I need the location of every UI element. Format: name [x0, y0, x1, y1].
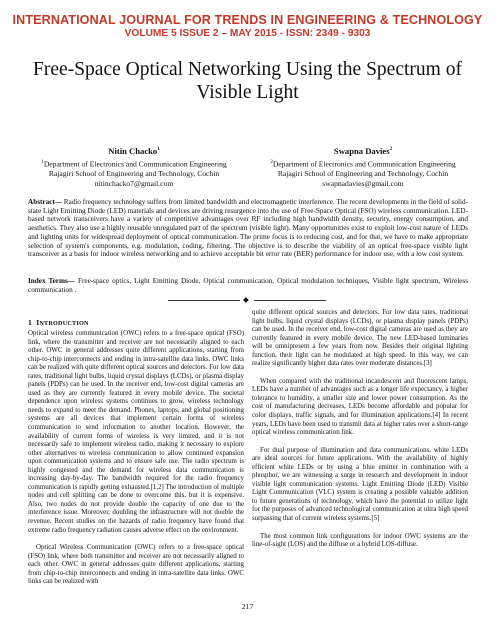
section-title-rest: NTRODUCTION — [39, 320, 89, 327]
author-block-2 — [250, 145, 476, 188]
author-name: Swapna Davies$^2$ — [333, 145, 393, 156]
right-column — [252, 309, 468, 550]
paragraph: The most common link configurations for indoor OWC systems are the line-of-sight (LOS) and the diffuse or a hybrid LOS-diffuse. — [252, 532, 468, 549]
page-number: 217 — [241, 602, 254, 611]
abstract — [28, 198, 468, 259]
diamond-icon: ◆ — [243, 295, 249, 304]
left-column — [28, 330, 244, 587]
author-block-1 — [24, 145, 244, 188]
paragraph: quite different optical sources and detectors. For low data rates, traditional light bulbs, liquid crystal displays (LCDs), or plasma display panels (PDPs) can be used. In the receiver end, low-cost digital cameras are used as they are currently featured in every mobile device. The new LED-based luminaries will be omnipresent a few years from now. Besides their original lighting function, their light can be modulated at high speed. In this way, we can realize significantly higher data rates over moderate distances.[3] — [252, 309, 468, 368]
index-terms-text: Free-space optics, Light Emitting Diode, Optical communication, Optical modulation techniques, Visible light spectrum, Wireless communication . — [28, 277, 468, 294]
author-school: Rajagiri School of Engineering and Technology, Cochin — [277, 169, 449, 179]
abstract-text: Radio frequency technology suffers from limited bandwidth and electromagnetic interference. The recent developments in the field of solid-state Light Emitting Diode (LED) materials and devices are driving resurgence into the use of Free-Space Optical (FSO) wireless communication. LED-based network transceivers have a variety of competitive advantages over RF including high bandwidth density, security, energy consumption, and aesthetics. They also use a highly reusable unregulated part of the spectrum (visible light). Many opportunities exist to exploit low-cost nature of LEDs and lighting units for widespread deployment of optical communication. The prime focus is to reducing cost, and for that, we have to make appropriate selection of system's components, e.g. modulation, coding, filtering. The objective is to describe the viability of an optical free-space visible light transceiver as a basis for indoor wireless networking and to achieve acceptable bit error rate (BER) performance for indoor use, with a low cost system. — [28, 198, 468, 259]
paragraph: Optical Wireless Communication (OWC) refers to a free-space optical (FSO) link, where both transmitter and receiver are not necessarily aligned to each other. OWC in general addresses quite different applications, starting from chip-to-chip interconnects and ending in intra-satellite data links. OWC links can be realized with — [28, 544, 244, 586]
divider-line-left — [168, 300, 240, 301]
abstract-label: Abstract— — [28, 198, 62, 206]
paragraph: When compared with the traditional incandescent and fluorescent lamps, LEDs have a number of advantages such as a longer life expectancy, a higher tolerance to humidity, a smaller size and lower power consumption. As the cost of manufacturing decreases, LEDs become affordable and popular for color displays, traffic signals, and for illumination applications.[4] In recent years, LEDs have been used to transmit data at higher rates over a short-range optical wireless communication link. — [252, 377, 468, 437]
paragraph: Optical wireless communication (OWC) refers to a free-space optical (FSO) link, where the transmitter and receiver are not necessarily aligned to each other. OWC in general addresses quite different applications, starting from chip-to-chip interconnects and ending in intra-satellite data links. OWC links can be realized with quite different optical sources and detectors. For low data rates, traditional light bulbs, liquid crystal displays (LCDs), or plasma display panels (PDPs) can be used. In the receiver end, low-cost digital cameras are used as they are currently featured in every mobile device. The societal dependence upon wireless systems continues to grow, wireless technology needs to expand to meet the demand. Phones, laptops, and global positioning systems are all devices that implement certain forms of wireless communication to send information to another location. However, the availability of current forms of wireless is very limited, and it is not necessarily safe to implement wireless radio, making it necessary to explore other alternatives to wireless communication to allow continued expansion upon communication systems and to ensure safe use. The radio spectrum is highly congested and the demand for wireless data communication is increasing day-by-day. The bandwidth required for the radio frequency communication is rapidly getting exhausted.[1,2] The introduction of multiple nodes and cell splitting can be done to overcome this, but it is expensive. Also, two nodes do not provide double the capacity of one due to the interference issue. Moreover, doubling the infrastructure will not double the revenue. Recent studies on the hazards of radio frequency have found that extreme radio frequency radiation causes adverse effect on the environment. — [28, 330, 244, 534]
section-heading — [28, 318, 89, 327]
paragraph: For dual purpose of illumination and data communications, white LEDs are ideal sources for future applications. With the availability of highly efficient white LEDs or by using a blue emitter in combination with a phosphor, we are witnessing a surge in research and development in indoor visible light communication systems. Light Emitting Diode (LED) Visible Light Communication (VLC) system is creating a possible valuable addition to future generations of technology, which have the potential to utilize light for the purposes of advanced technological communication at ultra high speed surpassing that of current wireless systems.[5] — [252, 446, 468, 523]
author-affiliation: $^2$Department of Electronics and Communication Engineering — [270, 159, 456, 169]
author-affiliation: $^1$Department of Electronics and Communication Engineering — [41, 159, 227, 169]
divider-line-right — [254, 300, 326, 301]
author-email: nitinchacko7@gmail.com — [94, 178, 174, 188]
author-school: Rajagiri School of Engineering and Technology, Cochin — [48, 169, 220, 179]
section-title-initial: I — [36, 318, 40, 327]
index-terms-label: Index Terms— — [28, 277, 75, 285]
paper-title: Free-Space Optical Networking Using the Spectrum of Visible Light — [33, 59, 462, 103]
journal-issue: VOLUME 5 ISSUE 2 – MAY 2015 - ISSN: 2349 - 9303 — [124, 28, 371, 39]
author-email: swapnadavies@gmail.com — [322, 178, 404, 188]
section-number: 1 — [28, 318, 32, 327]
author-name: Nitin Chacko$^1$ — [108, 145, 160, 156]
section-divider — [0, 296, 495, 304]
index-terms — [28, 277, 468, 294]
journal-name: INTERNATIONAL JOURNAL FOR TRENDS IN ENGINEERING & TECHNOLOGY — [12, 13, 483, 27]
